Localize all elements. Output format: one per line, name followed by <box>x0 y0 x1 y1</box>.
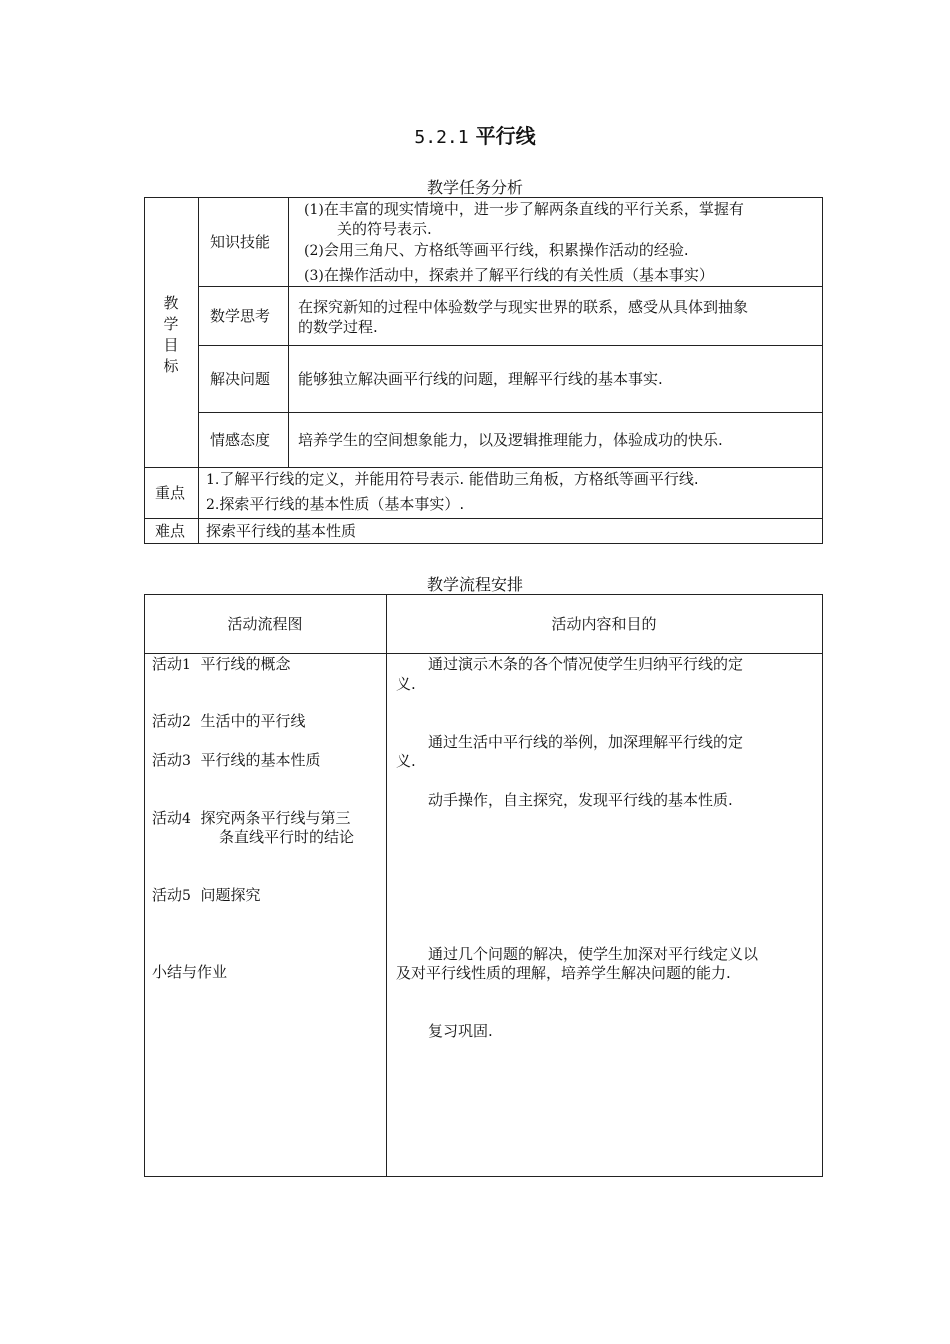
activity-5: 活动5 问题探究 <box>152 886 261 904</box>
knowledge-line-3: (3)在操作活动中，探索并了解平行线的有关性质（基本事实） <box>304 266 714 284</box>
key-points-label: 重点 <box>155 484 186 502</box>
activity-4-cont: 条直线平行时的结论 <box>219 828 355 846</box>
row-label-attitude: 情感态度 <box>210 431 271 449</box>
flow-header-content: 活动内容和目的 <box>551 615 657 633</box>
content-2-line-1: 通过生活中平行线的举例，加深理解平行线的定 <box>428 733 744 751</box>
flow-section-title: 教学流程安排 <box>426 575 523 594</box>
teaching-goals-label: 教 学 目 标 <box>163 294 179 375</box>
flow-header-chart: 活动流程图 <box>227 615 303 633</box>
activity-1: 活动1 平行线的概念 <box>152 655 291 673</box>
page-title <box>0 120 950 149</box>
attitude-text: 培养学生的空间想象能力，以及逻辑推理能力，体验成功的快乐. <box>298 431 723 449</box>
key-point-2: 2.探索平行线的基本性质（基本事实）. <box>206 495 465 513</box>
content-4-line-1: 通过几个问题的解决，使学生加深对平行线定义以 <box>428 945 759 963</box>
activity-summary: 小结与作业 <box>152 963 228 981</box>
row-label-knowledge-skills: 知识技能 <box>210 233 271 251</box>
activity-2: 活动2 生活中的平行线 <box>152 712 306 730</box>
content-4-line-2: 及对平行线性质的理解，培养学生解决问题的能力. <box>396 964 731 982</box>
row-label-problem-solving: 解决问题 <box>210 370 271 388</box>
difficult-points-text: 探索平行线的基本性质 <box>206 522 357 540</box>
content-1-line-1: 通过演示木条的各个情况使学生归纳平行线的定 <box>428 655 744 673</box>
content-5: 复习巩固. <box>428 1022 493 1040</box>
knowledge-line-1: (1)在丰富的现实情境中，进一步了解两条直线的平行关系，掌握有 <box>304 200 744 218</box>
title-text: 平行线 <box>475 124 536 148</box>
content-1-line-2: 义. <box>396 675 416 693</box>
activity-4: 活动4 探究两条平行线与第三 <box>152 809 351 827</box>
content-3: 动手操作，自主探究，发现平行线的基本性质. <box>428 791 733 809</box>
activity-3: 活动3 平行线的基本性质 <box>152 751 321 769</box>
math-thinking-line-2: 的数学过程. <box>298 318 378 336</box>
title-number: 5.2.1 <box>414 127 469 148</box>
content-2-line-2: 义. <box>396 752 416 770</box>
key-point-1: 1.了解平行线的定义，并能用符号表示. 能借助三角板，方格纸等画平行线. <box>206 470 699 488</box>
row-label-math-thinking: 数学思考 <box>210 307 271 325</box>
knowledge-line-1-cont: 关的符号表示. <box>337 220 432 238</box>
math-thinking-line-1: 在探究新知的过程中体验数学与现实世界的联系，感受从具体到抽象 <box>298 298 749 316</box>
difficult-points-label: 难点 <box>155 522 186 540</box>
analysis-section-title: 教学任务分析 <box>426 178 523 197</box>
problem-solving-text: 能够独立解决画平行线的问题，理解平行线的基本事实. <box>298 370 663 388</box>
knowledge-line-2: (2)会用三角尺、方格纸等画平行线，积累操作活动的经验. <box>304 241 689 259</box>
